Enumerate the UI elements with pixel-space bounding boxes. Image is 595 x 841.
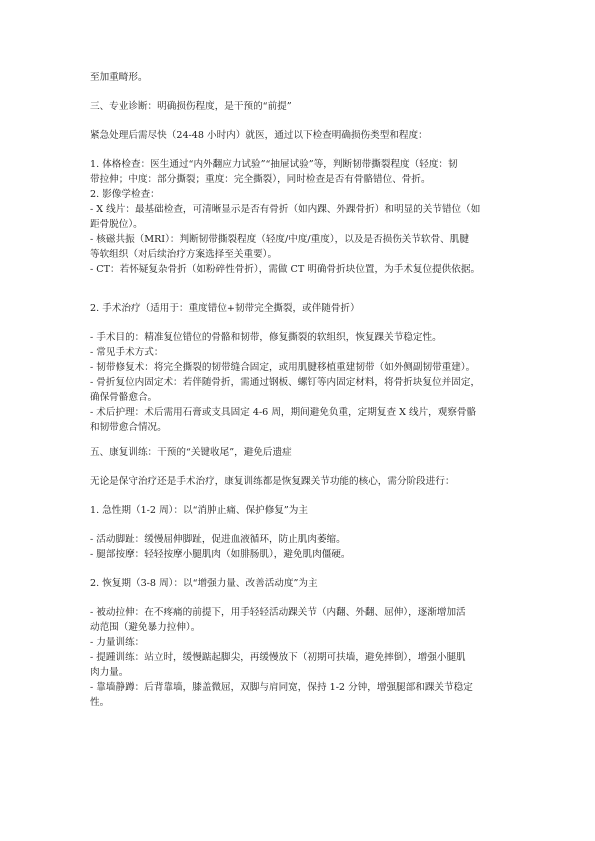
paragraph-line: - 靠墙静蹲：后背靠墙，膝盖微屈，双脚与肩同宽，保持 1-2 分钟，增强腿部和踝关节稳定	[90, 682, 473, 693]
paragraph-line: - 骨折复位内固定术：若伴随骨折，需通过钢板、螺钉等内固定材料，将骨折块复位并固定，	[90, 377, 481, 388]
paragraph-line: 1. 体格检查：医生通过“内外翻应力试验”“抽屉试验”等，判断韧带撕裂程度（轻度：韧	[90, 159, 458, 170]
paragraph-line: - 韧带修复术：将完全撕裂的韧带缝合固定，或用肌腱移植重建韧带（如外侧副韧带重建）。	[90, 362, 476, 373]
section-heading: 五、康复训练：干预的“关键收尾”，避免后遗症	[90, 447, 292, 458]
paragraph-line: - 提踵训练：站立时，缓慢踮起脚尖，再缓慢放下（初期可扶墙，避免摔倒），增强小腿肌	[90, 652, 466, 663]
section-heading: 三、专业诊断：明确损伤程度，是干预的“前提”	[90, 101, 292, 112]
paragraph-line: - X 线片：最基础检查，可清晰显示是否有骨折（如内踝、外踝骨折）和明显的关节错位（如	[90, 204, 481, 215]
paragraph-line: 确保骨骼愈合。	[90, 392, 158, 403]
paragraph-line: - 手术目的：精准复位错位的骨骼和韧带，修复撕裂的软组织，恢复踝关节稳定性。	[90, 332, 442, 343]
paragraph-line: - 常见手术方式：	[90, 347, 164, 358]
paragraph-line: 至加重畸形。	[90, 72, 148, 83]
subsection-heading: 2. 恢复期（3-8 周）：以“增强力量、改善活动度”为主	[90, 578, 318, 589]
document-page	[90, 70, 510, 710]
paragraph-line: 等软组织（对后续治疗方案选择至关重要）。	[90, 249, 278, 260]
paragraph-line: - 被动拉伸：在不疼痛的前提下，用手轻轻活动踝关节（内翻、外翻、屈伸），逐渐增加活	[90, 607, 466, 618]
paragraph-line: 带拉伸；中度：部分撕裂；重度：完全撕裂），同时检查是否有骨骼错位、骨折。	[90, 174, 431, 185]
subsection-heading: 1. 急性期（1-2 周）：以“消肿止痛、保护修复”为主	[90, 505, 308, 516]
paragraph-line: - 术后护理：术后需用石膏或支具固定 4-6 周，期间避免负重，定期复查 X 线片，观察骨骼	[90, 407, 477, 418]
paragraph-line: - CT：若怀疑复杂骨折（如粉碎性骨折），需做 CT 明确骨折块位置，为手术复位提供依据。	[90, 264, 481, 275]
paragraph-line: 和韧带愈合情况。	[90, 422, 167, 433]
paragraph-line: 紧急处理后需尽快（24-48 小时内）就医，通过以下检查明确损伤类型和程度：	[90, 130, 428, 141]
paragraph-line: 性。	[90, 697, 110, 708]
paragraph-line: 2. 影像学检查：	[90, 189, 160, 200]
paragraph-line: - 活动脚趾：缓慢屈伸脚趾，促进血液循环，防止肌肉萎缩。	[90, 534, 346, 545]
subsection-heading: 2. 手术治疗（适用于：重度错位+韧带完全撕裂，或伴随骨折）	[90, 303, 360, 314]
paragraph-line: 无论是保守治疗还是手术治疗，康复训练都是恢复踝关节功能的核心，需分阶段进行：	[90, 476, 455, 487]
paragraph-line: - 力量训练：	[90, 637, 145, 648]
paragraph-line: 动范围（避免暴力拉伸）。	[90, 622, 201, 633]
paragraph-line: - 核磁共振（MRI）：判断韧带撕裂程度（轻度/中度/重度），以及是否损伤关节软骨、肌腱	[90, 234, 469, 245]
paragraph-line: - 腿部按摩：轻轻按摩小腿肌肉（如腓肠肌），避免肌肉僵硬。	[90, 549, 351, 560]
paragraph-line: 肉力量。	[90, 667, 129, 678]
paragraph-line: 距骨脱位）。	[90, 219, 143, 230]
